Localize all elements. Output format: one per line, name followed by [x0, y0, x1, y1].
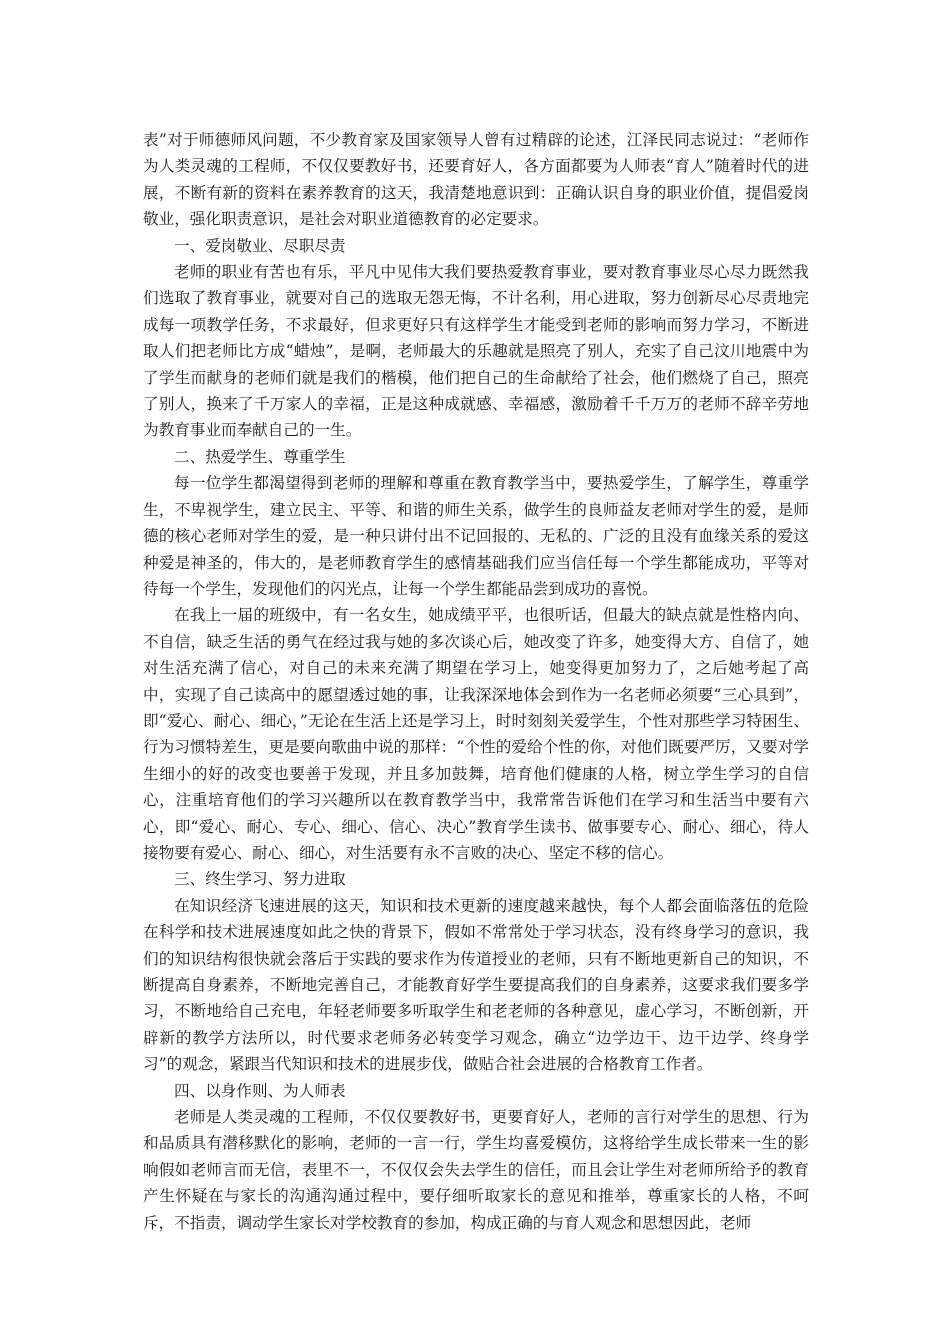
document-page — [143, 127, 809, 1236]
section-3-paragraph-1: 在知识经济飞速进展的这天，知识和技术更新的速度越来越快，每个人都会面临落伍的危险在科学和技术进展速度如此之快的背景下，假如不常常处于学习状态，没有终身学习的意识，我们的知识结构很快就会落后于实践的要求作为传道授业的老师，只有不断地更新自己的知识，不断提高自身素养，不断地完善自己，才能教育好学生要提高我们的自身素养，这要求我们要多学习，不断地给自己充电，年轻老师要多听取学生和老老师的各种意见，虚心学习，不断创新，开辟新的教学方法所以，时代要求老师务必转变学习观念，确立“边学边干、边干边学、终身学习”的观念，紧跟当代知识和技术的进展步伐，做贴合社会进展的合格教育工作者。 — [143, 896, 809, 1074]
section-heading-2: 二、热爱学生、尊重学生 — [174, 447, 346, 466]
section-heading-1: 一、爱岗敬业、尽职尽责 — [174, 236, 346, 255]
section-2-paragraph-2: 在我上一届的班级中，有一名女生，她成绩平平，也很听话，但最大的缺点就是性格内向、不自信，缺乏生活的勇气在经过我与她的多次谈心后，她改变了许多，她变得大方、自信了，她对生活充满了信心，对自己的未来充满了期望在学习上，她变得更加努力了，之后她考起了高中，实现了自己读高中的愿望透过她的事，让我深深地体会到作为一名老师必须要“三心具到”，即“爱心、耐心、细心，”无论在生活上还是学习上，时时刻刻关爱学生，个性对那些学习特困生、行为习惯特差生，更是要向歌曲中说的那样：“个性的爱给个性的你，对他们既要严厉，又要对学生细小的好的改变也要善于发现，并且多加鼓舞，培育他们健康的人格，树立学生学习的自信心，注重培育他们的学习兴趣所以在教育教学当中，我常常告诉他们在学习和生活当中要有六心，即“爱心、耐心、专心、细心、信心、决心”教育学生读书、做事要专心、耐心、细心，待人接物要有爱心、耐心、细心，对生活要有永不言败的决心、坚定不移的信心。 — [143, 606, 809, 862]
section-heading-4: 四、以身作则、为人师表 — [174, 1081, 346, 1100]
section-1-paragraph-1: 老师的职业有苦也有乐，平凡中见伟大我们要热爱教育事业，要对教育事业尽心尽力既然我们选取了教育事业，就要对自己的选取无怨无悔，不计名利，用心进取，努力创新尽心尽责地完成每一项教学任务，不求最好，但求更好只有这样学生才能受到老师的影响而努力学习，不断进取人们把老师比方成“蜡烛”，是啊，老师最大的乐趣就是照亮了别人，充实了自己汶川地震中为了学生而献身的老师们就是我们的楷模，他们把自己的生命献给了社会，他们燃烧了自己，照亮了别人，换来了千万家人的幸福，正是这种成就感、幸福感，激励着千千万万的老师不辞辛劳地为教育事业而奉献自己的一生。 — [143, 263, 809, 440]
intro-paragraph: 表”对于师德师风问题，不少教育家及国家领导人曾有过精辟的论述，江泽民同志说过：“老师作为人类灵魂的工程师，不仅仅要教好书，还要育好人，各方面都要为人师表“育人”随着时代的进展，不断有新的资料在素养教育的这天，我清楚地意识到：正确认识自身的职业价值，提倡爱岗敬业，强化职责意识，是社会对职业道德教育的必定要求。 — [143, 131, 809, 229]
section-4-paragraph-1: 老师是人类灵魂的工程师，不仅仅要教好书，更要育好人，老师的言行对学生的思想、行为和品质具有潜移默化的影响，老师的一言一行，学生均喜爱模仿，这将给学生成长带来一生的影响假如老师言而无信，表里不一，不仅仅会失去学生的信任，而且会让学生对老师所给予的教育产生怀疑在与家长的沟通沟通过程中，要仔细听取家长的意见和推举，尊重家长的人格，不呵斥，不指责，调动学生家长对学校教育的参加，构成正确的与育人观念和思想因此，老师 — [143, 1108, 809, 1232]
section-2-paragraph-1: 每一位学生都渴望得到老师的理解和尊重在教育教学当中，要热爱学生，了解学生，尊重学生，不卑视学生，建立民主、平等、和谐的师生关系，做学生的良师益友老师对学生的爱，是师德的核心老师对学生的爱，是一种只讲付出不记回报的、无私的、广泛的且没有血缘关系的爱这种爱是神圣的，伟大的，是老师教育学生的感情基础我们应当信任每一个学生都能成功，平等对待每一个学生，发现他们的闪光点，让每一个学生都能品尝到成功的喜悦。 — [143, 474, 809, 598]
section-heading-3: 三、终生学习、努力进取 — [174, 870, 346, 889]
